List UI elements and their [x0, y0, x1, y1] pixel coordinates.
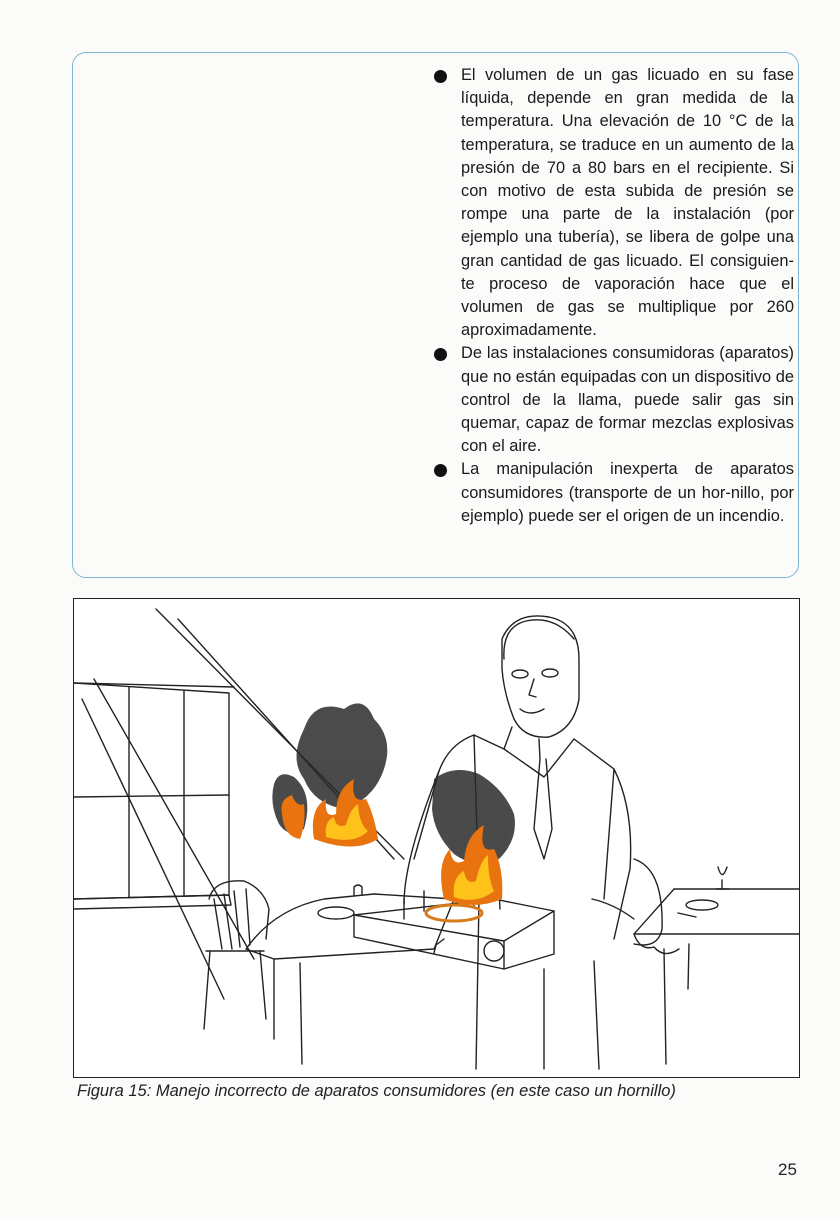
bullet-item: [434, 458, 794, 528]
bullet-text: El volumen de un gas licuado en su fase líquida, depende en gran medida de la temperatura. Una elevación de 10 °C de la temperatura, se traduce en un aumento de la presión de 70 a 80 bars en el recipiente. Si con motivo de esta subida de presión se rompe una parte de la instalación (por ejemplo una tubería), se libera de golpe una gran cantidad de gas licuado. El consiguien-te proceso de vaporación hace que el volumen de gas se multiplique por 260 aproximadamente.: [461, 66, 794, 340]
figure-caption: Figura 15: Manejo incorrecto de aparatos consumidores (en este caso un hornillo): [77, 1082, 676, 1100]
bullet-item: [434, 64, 794, 342]
bullet-dot-icon: [434, 70, 447, 83]
page-number: 25: [778, 1160, 797, 1179]
burner-ring: [426, 905, 482, 921]
right-table: [634, 867, 800, 1064]
figure-illustration: [73, 598, 800, 1078]
bullet-text: La manipulación inexperta de aparatos consumidores (transporte de un hor-nillo, por ejemplo) puede ser el origen de un incendio.: [461, 460, 794, 525]
bullet-text: De las instalaciones consumidoras (aparatos) que no están equipadas con un dispositivo de control de la llama, puede salir gas sin quemar, capaz de formar mezclas explosivas con el aire.: [461, 344, 794, 456]
bullet-item: [434, 342, 794, 458]
bullet-dot-icon: [434, 348, 447, 361]
bullet-list: [434, 64, 794, 528]
bullet-dot-icon: [434, 464, 447, 477]
window: [74, 683, 234, 909]
man-figure: [404, 616, 662, 1069]
